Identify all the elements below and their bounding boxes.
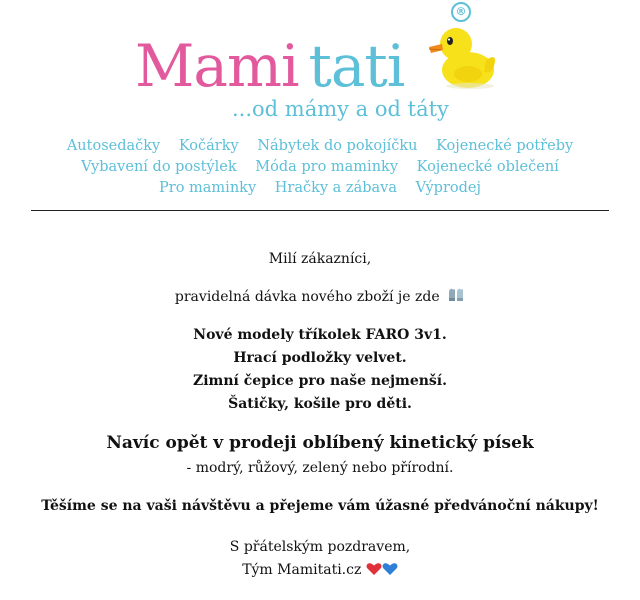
highlight-headline: Navíc opět v prodeji oblíbený kinetický písek bbox=[106, 433, 534, 453]
highlight-sub: - modrý, růžový, zelený nebo přírodní. bbox=[186, 460, 454, 476]
nav-item-moda-maminky[interactable]: Móda pro maminky bbox=[255, 159, 399, 175]
logo-tagline: ...od mámy a od táty bbox=[232, 97, 449, 121]
nav-item-autosedacky[interactable]: Autosedačky bbox=[66, 138, 161, 154]
greeting: Milí zákazníci, bbox=[268, 251, 372, 267]
regards: S přátelským pozdravem, bbox=[229, 539, 411, 555]
intro-text: pravidelná dávka nového zboží je zde bbox=[174, 289, 440, 305]
news-bullet-2: Hrací podložky velvet. bbox=[233, 350, 407, 366]
nav-item-kocarky[interactable]: Kočárky bbox=[178, 138, 239, 154]
category-nav bbox=[40, 136, 600, 199]
news-bullet-1: Nové modely tříkolek FARO 3v1. bbox=[193, 327, 447, 343]
logo-wordmark bbox=[135, 32, 405, 100]
gloves-icon bbox=[447, 287, 465, 303]
news-bullet-4: Šatičky, košile pro děti. bbox=[228, 396, 412, 412]
header-divider bbox=[31, 210, 609, 211]
brand-logo[interactable] bbox=[0, 0, 640, 125]
nav-item-hracky[interactable]: Hračky a zábava bbox=[274, 180, 397, 196]
logo-mami: Mami bbox=[135, 32, 299, 100]
nav-item-pro-maminky[interactable]: Pro maminky bbox=[159, 180, 257, 196]
logo-tati: tati bbox=[308, 32, 405, 100]
news-bullet-3: Zimní čepice pro naše nejmenší. bbox=[193, 373, 447, 389]
nav-item-nabytek[interactable]: Nábytek do pokojíčku bbox=[257, 138, 418, 154]
rubber-duck-icon bbox=[426, 22, 498, 90]
signature: Tým Mamitati.cz bbox=[242, 562, 362, 578]
nav-item-kojenecke-obleceni[interactable]: Kojenecké oblečení bbox=[416, 159, 559, 175]
closing-message: Těšíme se na vaši návštěvu a přejeme vám úžasné předvánoční nákupy! bbox=[41, 498, 599, 514]
intro-line bbox=[20, 286, 620, 308]
red-heart-icon bbox=[366, 562, 382, 576]
signature-line bbox=[20, 559, 620, 581]
nav-item-vyprodej[interactable]: Výprodej bbox=[415, 180, 481, 196]
nav-item-vybaveni-postylek[interactable]: Vybavení do postýlek bbox=[81, 159, 237, 175]
registered-mark: ® bbox=[451, 2, 471, 22]
nav-item-kojenecke-potreby[interactable]: Kojenecké potřeby bbox=[436, 138, 574, 154]
blue-heart-icon bbox=[382, 562, 398, 576]
